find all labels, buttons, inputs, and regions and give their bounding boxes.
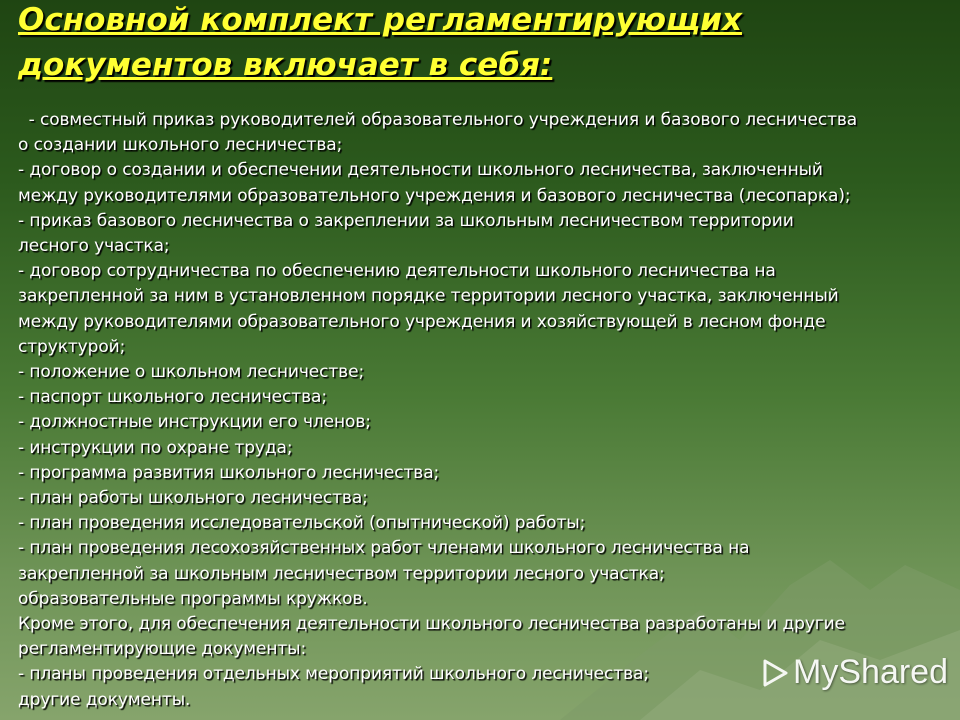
text-line: между руководителями образовательного учреждения и базового лесничества (лесопарка); <box>18 185 851 206</box>
text-line: - совместный приказ руководителей образовательного учреждения и базового лесничества <box>18 110 858 130</box>
slide-title <box>18 0 948 88</box>
text-line: образовательные программы кружков. <box>18 588 368 609</box>
text-line: - планы проведения отдельных мероприятий школьного лесничества; <box>18 664 649 685</box>
text-line: регламентирующие документы: <box>18 639 307 660</box>
text-line: - паспорт школьного лесничества; <box>18 387 327 408</box>
text-line: - инструкции по охране труда; <box>18 437 293 458</box>
text-line: - договор сотрудничества по обеспечению деятельности школьного лесничества на <box>18 261 776 282</box>
watermark <box>761 653 948 692</box>
text-line: - программа развития школьного лесничества; <box>18 462 440 483</box>
text-line: - положение о школьном лесничестве; <box>18 362 365 383</box>
text-line: закрепленной за ним в установленном порядке территории лесного участка, заключенный <box>18 286 839 307</box>
text-line: структурой; <box>18 336 126 357</box>
text-line: закрепленной за школьным лесничеством территории лесного участка; <box>18 563 665 584</box>
text-line: - договор о создании и обеспечении деятельности школьного лесничества, заключенный <box>18 160 823 181</box>
text-line: другие документы. <box>18 689 191 710</box>
title-line-1: Основной комплект регламентирующих <box>18 2 742 38</box>
play-triangle-icon <box>761 658 789 688</box>
document-list <box>18 108 948 713</box>
text-line: Кроме этого, для обеспечения деятельности школьного лесничества разработаны и другие <box>18 614 845 635</box>
text-line: - должностные инструкции его членов; <box>18 412 371 433</box>
text-line: - план работы школьного лесничества; <box>18 488 368 509</box>
watermark-text: MyShared <box>793 653 948 691</box>
text-line: лесного участка; <box>18 236 170 257</box>
text-line: между руководителями образовательного учреждения и хозяйствующей в лесном фонде <box>18 311 826 332</box>
text-line: - план проведения исследовательской (опытнической) работы; <box>18 513 586 534</box>
title-line-2: документов включает в себя: <box>18 47 553 83</box>
text-line: о создании школьного лесничества; <box>18 135 343 156</box>
text-line: - план проведения лесохозяйственных работ членами школьного лесничества на <box>18 538 750 559</box>
text-line: - приказ базового лесничества о закреплении за школьным лесничеством территории <box>18 210 794 231</box>
